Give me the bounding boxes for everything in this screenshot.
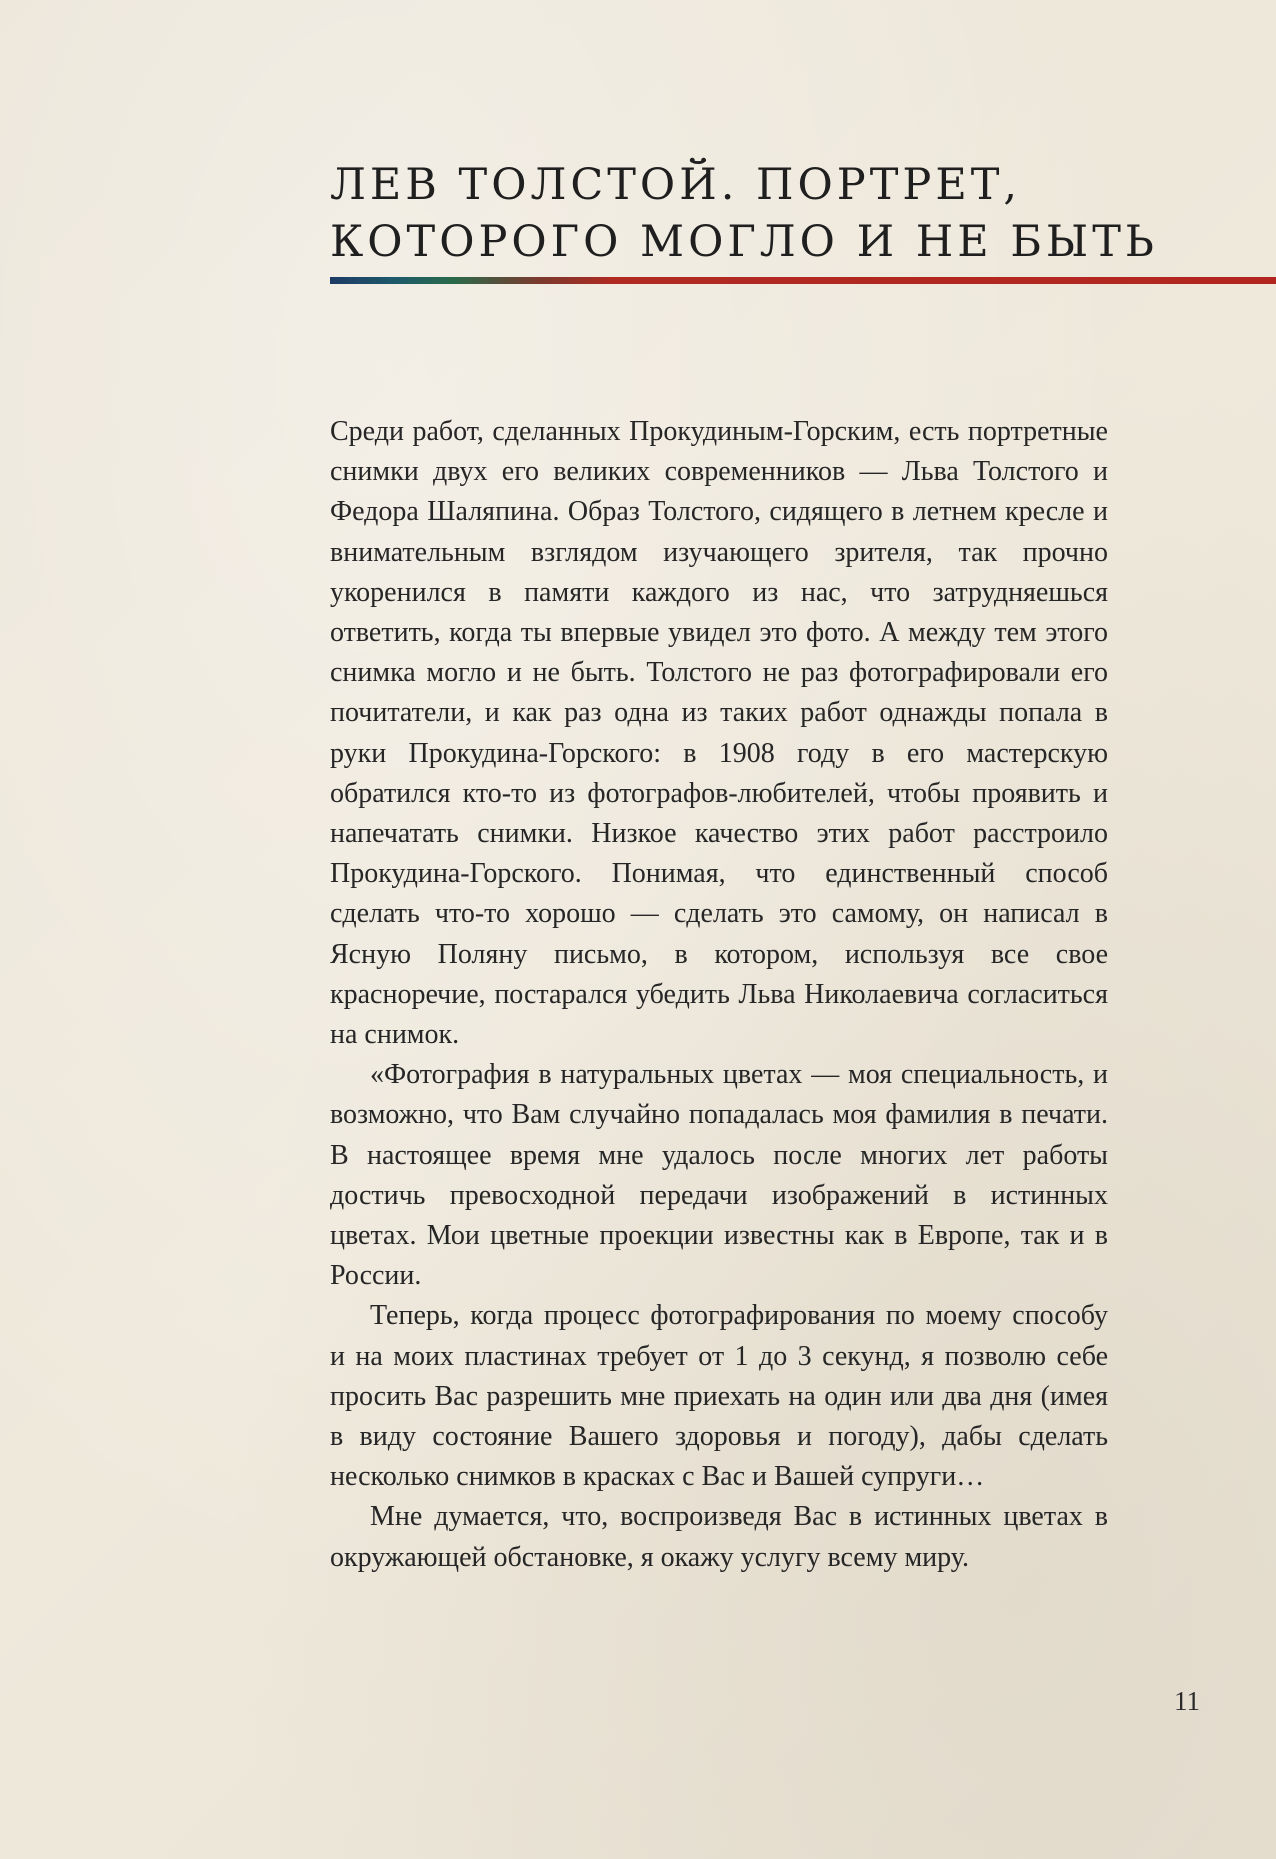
- body-text: [330, 412, 1108, 1578]
- title-divider-rule: [330, 277, 1276, 284]
- chapter-title-line-1: ЛЕВ ТОЛСТОЙ. ПОРТРЕТ,: [330, 160, 1022, 210]
- paragraph-2: «Фотография в натуральных цветах — моя специальность, и возможно, что Вам случайно попадалась моя фамилия в печати. В настоящее время мне удалось после многих лет работы достичь превосходной передачи изображений в истинных цветах. Мои цветные проекции известны как в Европе, так и в России.: [330, 1059, 1108, 1292]
- paragraph-4: Мне думается, что, воспроизведя Вас в истинных цветах в окружающей обстановке, я окажу услугу всему миру.: [330, 1501, 1108, 1573]
- chapter-title: [330, 157, 1230, 271]
- chapter-title-line-2: КОТОРОГО МОГЛО И НЕ БЫТЬ: [330, 217, 1158, 267]
- paragraph-3: Теперь, когда процесс фотографирования по моему способу и на моих пластинах требует от 1 до 3 секунд, я позволю себе просить Вас разрешить мне приехать на один или два дня (имея в виду состояние Вашего здоровья и погоду), дабы сделать несколько снимков в красках с Вас и Вашей супруги…: [330, 1300, 1108, 1493]
- page-number: 11: [1174, 1686, 1200, 1716]
- paragraph-1: Среди работ, сделанных Прокудиным-Горским, есть портретные снимки двух его великих современников — Льва Толстого и Федора Шаляпина. Образ Толстого, сидящего в летнем кресле и внимательным взглядом изучающего зрителя, так прочно укоренился в памяти каждого из нас, что затрудняешься ответить, когда ты впервые увидел это фото. А между тем этого снимка могло и не быть. Толстого не раз фотографировали его почитатели, и как раз одна из таких работ однажды попала в руки Прокудина-Горского: в 1908 году в его мастерскую обратился кто-то из фотографов-любителей, чтобы проявить и напечатать снимки. Низкое качество этих работ расстроило Прокудина-Горского. Понимая, что единственный способ сделать что-то хорошо — сделать это самому, он написал в Ясную Поляну письмо, в котором, используя все свое красноречие, постарался убедить Льва Николаевича согласиться на снимок.: [330, 416, 1108, 1051]
